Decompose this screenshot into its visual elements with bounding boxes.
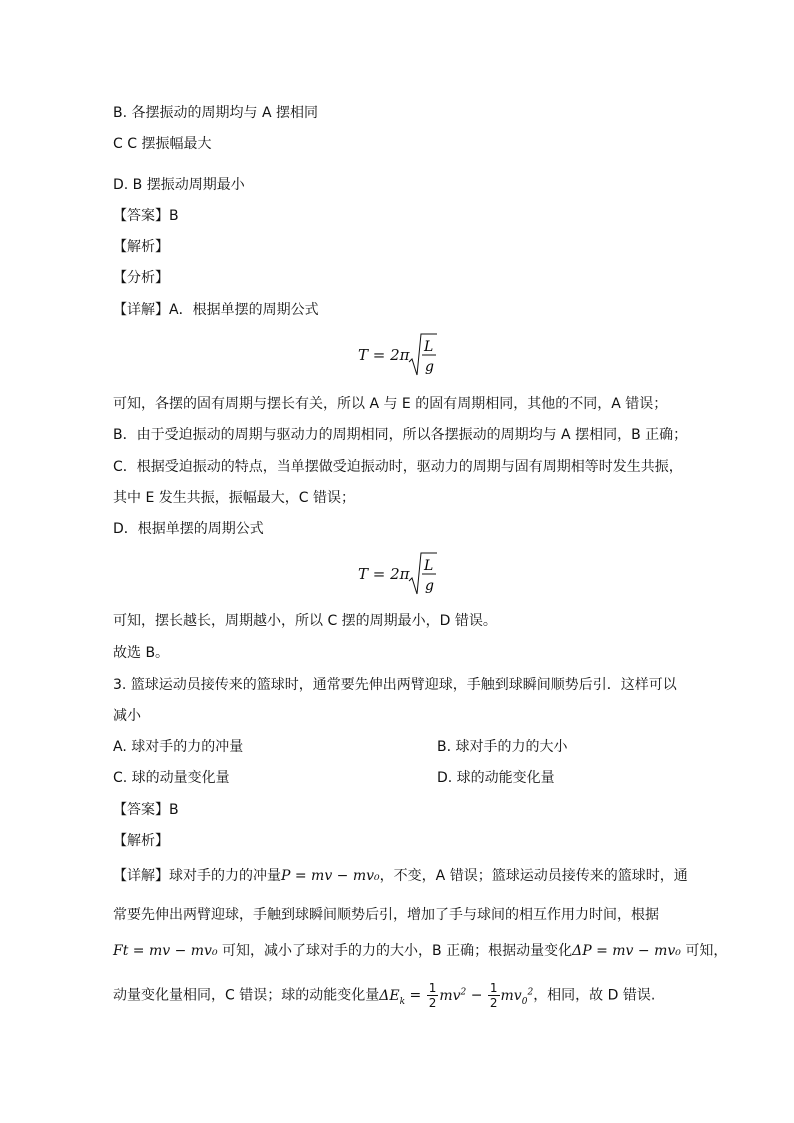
detail-text: ，相同，故 D 错误. [533, 987, 656, 1004]
detail-text: 可知， [680, 943, 728, 959]
equals-sign: = [405, 987, 426, 1004]
final-ke-term: $mv^2$ [439, 987, 467, 1004]
momentum-change-formula: ΔP = mv − mv₀ [572, 943, 681, 959]
half-fraction: $\frac{1}{2}$ [489, 981, 498, 1011]
final-choice: 故选 B。 [113, 645, 170, 661]
question-3-stem-cont: 减小 [113, 708, 141, 724]
formula-denominator: g [425, 359, 434, 375]
formula-denominator: g [425, 578, 434, 594]
option-b-text: B. 各摆振动的周期均与 A 摆相同 [113, 105, 318, 121]
q3-detail-line-4 [113, 976, 655, 1017]
formula-lhs: T = 2π [358, 565, 410, 583]
q3-option-c: C. 球的动量变化量 [113, 770, 230, 786]
explanation-a: 可知，各摆的固有周期与摆长有关，所以 A 与 E 的固有周期相同，其他的不同，A 错误； [113, 396, 668, 412]
detail-text: 动量变化量相同，C 错误；球的动能变化量 [113, 987, 380, 1004]
q3-option-d: D. 球的动能变化量 [437, 770, 555, 786]
q3-detail-line-1 [113, 867, 688, 885]
analysis-label: 【解析】 [113, 239, 169, 255]
explanation-d-conclusion: 可知，摆长越长，周期越小，所以 C 摆的周期最小，D 错误。 [113, 613, 497, 629]
minus-sign: − [466, 987, 487, 1004]
q3-detail-line-3 [113, 942, 727, 960]
explanation-c: C．根据受迫振动的特点，当单摆做受迫振动时，驱动力的周期与固有周期相等时发生共振， [113, 459, 683, 475]
q3-answer-label: 【答案】B [113, 802, 179, 818]
detail-a-text: 【详解】A．根据单摆的周期公式 [113, 302, 319, 318]
explanation-d: D．根据单摆的周期公式 [113, 521, 264, 537]
sqrt-icon [408, 332, 438, 378]
half-fraction: $\frac{1}{2}$ [428, 981, 437, 1011]
breakdown-label: 【分析】 [113, 270, 169, 286]
option-d-text: D. B 摆振动周期最小 [113, 177, 245, 193]
impulse-formula: P = mv − mv₀ [281, 868, 380, 884]
explanation-b: B．由于受迫振动的周期与驱动力的周期相同，所以各摆振动的周期均与 A 摆相同，B 正确； [113, 427, 688, 443]
q3-option-b: B. 球对手的力的大小 [437, 739, 568, 755]
q3-detail-line-2: 常要先伸出两臂迎球，手触到球瞬间顺势后引，增加了手与球间的相互作用力时间，根据 [113, 907, 659, 923]
initial-ke-term: $mv_0^2$ [500, 987, 534, 1007]
answer-label: 【答案】B [113, 208, 179, 224]
sqrt-icon [408, 551, 438, 597]
detail-text: ，不变，A 错误；篮球运动员接传来的篮球时，通 [379, 868, 688, 884]
formula-lhs: T = 2π [358, 346, 410, 364]
impulse-momentum-formula: Ft = mv − mv₀ [113, 943, 218, 959]
explanation-c-cont: 其中 E 发生共振，振幅最大，C 错误； [113, 490, 355, 506]
detail-text: 【详解】球对手的力的冲量 [113, 868, 281, 884]
option-c-text: C C 摆振幅最大 [113, 136, 212, 152]
question-3-stem: 3. 篮球运动员接传来的篮球时，通常要先伸出两臂迎球，手触到球瞬间顺势后引．这样可以 [113, 677, 677, 693]
q3-option-a: A. 球对手的力的冲量 [113, 739, 244, 755]
kinetic-energy-change: $\Delta E_k$ [379, 987, 406, 1007]
formula-numerator: L [424, 339, 434, 355]
q3-analysis-label: 【解析】 [113, 833, 169, 849]
detail-text: 可知，减小了球对手的力的大小，B 正确；根据动量变化 [217, 943, 573, 959]
formula-numerator: L [424, 558, 434, 574]
